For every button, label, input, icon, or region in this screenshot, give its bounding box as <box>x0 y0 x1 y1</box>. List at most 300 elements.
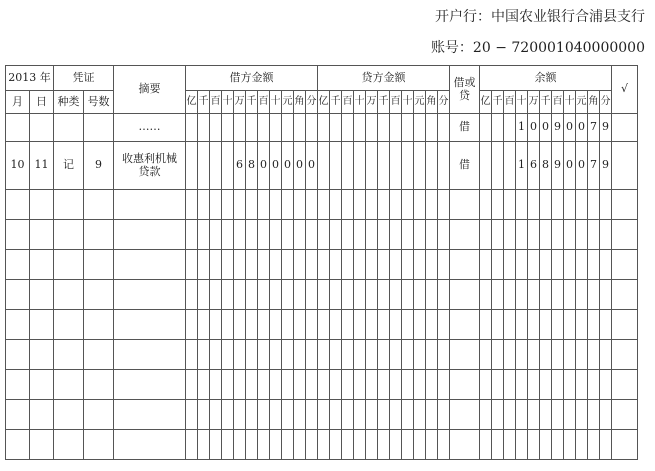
credit-digit-cell <box>390 142 402 190</box>
balance-digit-cell: 1 <box>516 142 528 190</box>
empty-cell <box>30 430 54 460</box>
empty-cell <box>402 370 414 400</box>
balance-digit-cell: 9 <box>552 142 564 190</box>
debit-digit-cell: 0 <box>306 142 318 190</box>
empty-cell <box>6 340 30 370</box>
empty-cell <box>492 310 504 340</box>
empty-cell <box>414 220 426 250</box>
empty-cell <box>6 250 30 280</box>
empty-cell <box>540 220 552 250</box>
empty-cell <box>540 400 552 430</box>
voucher-number-cell: 9 <box>84 142 114 190</box>
empty-cell <box>366 370 378 400</box>
empty-cell <box>426 280 438 310</box>
empty-cell <box>318 340 330 370</box>
empty-cell <box>564 430 576 460</box>
empty-cell <box>30 310 54 340</box>
empty-cell <box>480 250 492 280</box>
empty-cell <box>438 400 450 430</box>
table-row <box>6 280 638 310</box>
empty-cell <box>342 220 354 250</box>
empty-cell <box>294 220 306 250</box>
empty-cell <box>234 400 246 430</box>
table-row <box>6 370 638 400</box>
empty-cell <box>270 190 282 220</box>
empty-cell <box>198 400 210 430</box>
empty-cell <box>414 400 426 430</box>
empty-cell <box>492 430 504 460</box>
empty-cell <box>6 220 30 250</box>
empty-cell <box>270 340 282 370</box>
empty-cell <box>306 400 318 430</box>
voucher-type-cell: 记 <box>54 142 84 190</box>
empty-cell <box>426 220 438 250</box>
debit-unit-header: 千 <box>246 91 258 114</box>
empty-cell <box>330 220 342 250</box>
empty-cell <box>210 250 222 280</box>
empty-cell <box>414 370 426 400</box>
empty-cell <box>30 340 54 370</box>
credit-digit-cell <box>402 142 414 190</box>
credit-digit-cell <box>414 114 426 142</box>
balance-digit-cell: 9 <box>552 114 564 142</box>
empty-cell <box>270 250 282 280</box>
empty-cell <box>390 220 402 250</box>
debit-digit-cell: 6 <box>234 142 246 190</box>
balance-digit-cell <box>504 114 516 142</box>
balance-digit-cell: 0 <box>564 114 576 142</box>
empty-cell <box>222 190 234 220</box>
credit-unit-header: 角 <box>426 91 438 114</box>
day-header: 日 <box>30 91 54 114</box>
empty-cell <box>306 310 318 340</box>
empty-cell <box>576 250 588 280</box>
empty-cell <box>84 370 114 400</box>
empty-cell <box>426 430 438 460</box>
table-row <box>6 310 638 340</box>
debit-unit-header: 百 <box>258 91 270 114</box>
empty-cell <box>378 340 390 370</box>
empty-cell <box>528 220 540 250</box>
empty-cell <box>114 310 186 340</box>
empty-cell <box>198 370 210 400</box>
empty-cell <box>438 310 450 340</box>
debit-digit-cell <box>222 114 234 142</box>
empty-cell <box>540 370 552 400</box>
balance-digit-cell: 7 <box>588 142 600 190</box>
balance-digit-cell: 0 <box>576 114 588 142</box>
empty-cell <box>450 220 480 250</box>
debit-digit-cell <box>210 142 222 190</box>
empty-cell <box>414 280 426 310</box>
empty-cell <box>552 400 564 430</box>
empty-cell <box>186 190 198 220</box>
summary-header: 摘要 <box>114 66 186 114</box>
debit-digit-cell <box>198 142 210 190</box>
empty-cell <box>564 280 576 310</box>
balance-digit-cell <box>492 142 504 190</box>
empty-cell <box>54 220 84 250</box>
empty-cell <box>84 340 114 370</box>
empty-cell <box>234 280 246 310</box>
empty-cell <box>342 340 354 370</box>
credit-unit-header: 万 <box>366 91 378 114</box>
empty-cell <box>402 430 414 460</box>
summary-cell: …… <box>114 114 186 142</box>
balance-digit-cell <box>480 142 492 190</box>
empty-cell <box>600 310 612 340</box>
empty-cell <box>366 280 378 310</box>
empty-cell <box>528 310 540 340</box>
credit-digit-cell <box>378 114 390 142</box>
empty-cell <box>186 310 198 340</box>
balance-unit-header: 百 <box>552 91 564 114</box>
balance-unit-header: 百 <box>504 91 516 114</box>
empty-cell <box>270 280 282 310</box>
empty-cell <box>402 400 414 430</box>
empty-cell <box>270 370 282 400</box>
empty-cell <box>378 280 390 310</box>
empty-cell <box>402 250 414 280</box>
debit-unit-header: 万 <box>234 91 246 114</box>
credit-unit-header: 千 <box>378 91 390 114</box>
empty-cell <box>528 190 540 220</box>
empty-cell <box>186 370 198 400</box>
empty-cell <box>54 280 84 310</box>
empty-cell <box>504 190 516 220</box>
empty-cell <box>564 400 576 430</box>
empty-cell <box>186 280 198 310</box>
empty-cell <box>54 340 84 370</box>
empty-cell <box>576 220 588 250</box>
empty-cell <box>114 400 186 430</box>
empty-cell <box>378 190 390 220</box>
empty-cell <box>540 430 552 460</box>
empty-cell <box>210 310 222 340</box>
empty-cell <box>366 190 378 220</box>
debit-digit-cell <box>270 114 282 142</box>
empty-cell <box>504 430 516 460</box>
check-cell <box>612 114 638 142</box>
summary-cell: 收惠利机械贷款 <box>114 142 186 190</box>
empty-cell <box>222 400 234 430</box>
empty-cell <box>30 190 54 220</box>
empty-cell <box>504 310 516 340</box>
empty-cell <box>258 370 270 400</box>
balance-digit-cell: 7 <box>588 114 600 142</box>
empty-cell <box>186 430 198 460</box>
empty-cell <box>588 250 600 280</box>
empty-cell <box>354 430 366 460</box>
empty-cell <box>426 370 438 400</box>
empty-cell <box>342 400 354 430</box>
empty-cell <box>480 310 492 340</box>
empty-cell <box>234 220 246 250</box>
empty-cell <box>588 370 600 400</box>
empty-cell <box>450 340 480 370</box>
empty-cell <box>246 250 258 280</box>
empty-cell <box>222 430 234 460</box>
empty-cell <box>30 220 54 250</box>
credit-digit-cell <box>378 142 390 190</box>
empty-cell <box>114 220 186 250</box>
empty-cell <box>54 250 84 280</box>
empty-cell <box>318 250 330 280</box>
empty-cell <box>390 400 402 430</box>
voucher-number-header: 号数 <box>84 91 114 114</box>
table-row <box>6 114 638 142</box>
empty-cell <box>222 280 234 310</box>
empty-cell <box>576 310 588 340</box>
credit-digit-cell <box>318 142 330 190</box>
empty-cell <box>378 250 390 280</box>
empty-cell <box>318 280 330 310</box>
check-cell <box>612 142 638 190</box>
empty-cell <box>84 190 114 220</box>
empty-cell <box>282 190 294 220</box>
credit-digit-cell <box>402 114 414 142</box>
table-row <box>6 400 638 430</box>
empty-cell <box>552 220 564 250</box>
empty-cell <box>600 340 612 370</box>
debit-digit-cell <box>210 114 222 142</box>
empty-cell <box>438 430 450 460</box>
empty-cell <box>84 400 114 430</box>
credit-digit-cell <box>354 142 366 190</box>
empty-cell <box>342 430 354 460</box>
empty-cell <box>414 310 426 340</box>
voucher-header: 凭证 <box>54 66 114 91</box>
empty-cell <box>516 190 528 220</box>
empty-cell <box>528 340 540 370</box>
empty-cell <box>6 190 30 220</box>
empty-cell <box>390 310 402 340</box>
credit-unit-header: 元 <box>414 91 426 114</box>
empty-cell <box>198 280 210 310</box>
empty-cell <box>186 400 198 430</box>
empty-cell <box>318 370 330 400</box>
empty-cell <box>246 430 258 460</box>
balance-digit-cell: 0 <box>564 142 576 190</box>
empty-cell <box>390 370 402 400</box>
day-cell: 11 <box>30 142 54 190</box>
empty-cell <box>282 430 294 460</box>
empty-cell <box>600 370 612 400</box>
empty-cell <box>330 250 342 280</box>
debit-digit-cell <box>258 114 270 142</box>
year-header: 2013 年 <box>6 66 54 91</box>
empty-cell <box>588 220 600 250</box>
debit-header: 借方金额 <box>186 66 318 91</box>
empty-cell <box>426 250 438 280</box>
empty-cell <box>540 340 552 370</box>
balance-unit-header: 亿 <box>480 91 492 114</box>
empty-cell <box>492 340 504 370</box>
empty-cell <box>540 190 552 220</box>
empty-cell <box>492 250 504 280</box>
empty-cell <box>222 340 234 370</box>
empty-cell <box>492 400 504 430</box>
empty-cell <box>294 310 306 340</box>
balance-digit-cell: 0 <box>528 114 540 142</box>
table-row <box>6 220 638 250</box>
credit-digit-cell <box>438 114 450 142</box>
empty-cell <box>354 370 366 400</box>
check-header: √ <box>612 66 638 114</box>
empty-cell <box>294 430 306 460</box>
empty-cell <box>114 280 186 310</box>
empty-cell <box>354 250 366 280</box>
empty-cell <box>588 310 600 340</box>
empty-cell <box>282 250 294 280</box>
empty-cell <box>306 280 318 310</box>
debit-unit-header: 千 <box>198 91 210 114</box>
empty-cell <box>390 250 402 280</box>
balance-unit-header: 分 <box>600 91 612 114</box>
empty-cell <box>480 430 492 460</box>
empty-cell <box>234 190 246 220</box>
empty-cell <box>54 190 84 220</box>
empty-cell <box>210 280 222 310</box>
credit-digit-cell <box>438 142 450 190</box>
empty-cell <box>6 280 30 310</box>
balance-unit-header: 角 <box>588 91 600 114</box>
empty-cell <box>366 250 378 280</box>
voucher-type-header: 种类 <box>54 91 84 114</box>
empty-cell <box>516 400 528 430</box>
empty-cell <box>450 400 480 430</box>
empty-cell <box>198 220 210 250</box>
balance-digit-cell: 9 <box>600 142 612 190</box>
empty-cell <box>402 190 414 220</box>
empty-cell <box>492 280 504 310</box>
empty-cell <box>330 280 342 310</box>
debit-digit-cell: 0 <box>258 142 270 190</box>
empty-cell <box>198 250 210 280</box>
empty-cell <box>186 340 198 370</box>
empty-cell <box>270 430 282 460</box>
empty-cell <box>198 340 210 370</box>
empty-cell <box>114 340 186 370</box>
empty-cell <box>354 340 366 370</box>
empty-cell <box>576 430 588 460</box>
empty-cell <box>528 370 540 400</box>
balance-digit-cell: 6 <box>528 142 540 190</box>
empty-cell <box>354 280 366 310</box>
empty-cell <box>588 400 600 430</box>
empty-cell <box>426 310 438 340</box>
empty-cell <box>576 370 588 400</box>
empty-cell <box>480 220 492 250</box>
empty-cell <box>270 400 282 430</box>
empty-cell <box>426 400 438 430</box>
empty-cell <box>414 340 426 370</box>
empty-cell <box>198 430 210 460</box>
empty-cell <box>516 340 528 370</box>
month-header: 月 <box>6 91 30 114</box>
balance-unit-header: 千 <box>540 91 552 114</box>
voucher-number-cell <box>84 114 114 142</box>
empty-cell <box>330 430 342 460</box>
empty-cell <box>600 220 612 250</box>
empty-cell <box>6 400 30 430</box>
empty-cell <box>84 280 114 310</box>
empty-cell <box>480 280 492 310</box>
balance-digit-cell <box>480 114 492 142</box>
empty-cell <box>414 190 426 220</box>
credit-digit-cell <box>318 114 330 142</box>
balance-header: 余额 <box>480 66 612 91</box>
empty-cell <box>612 430 638 460</box>
credit-header: 贷方金额 <box>318 66 450 91</box>
empty-cell <box>282 340 294 370</box>
empty-cell <box>270 220 282 250</box>
debit-digit-cell <box>186 114 198 142</box>
empty-cell <box>306 340 318 370</box>
empty-cell <box>246 400 258 430</box>
empty-cell <box>342 370 354 400</box>
empty-cell <box>198 190 210 220</box>
empty-cell <box>330 310 342 340</box>
empty-cell <box>390 190 402 220</box>
debit-unit-header: 十 <box>270 91 282 114</box>
empty-cell <box>330 190 342 220</box>
empty-cell <box>450 190 480 220</box>
empty-cell <box>450 310 480 340</box>
empty-cell <box>366 220 378 250</box>
empty-cell <box>552 340 564 370</box>
credit-digit-cell <box>342 114 354 142</box>
empty-cell <box>294 370 306 400</box>
empty-cell <box>282 400 294 430</box>
debit-digit-cell <box>186 142 198 190</box>
empty-cell <box>282 310 294 340</box>
empty-cell <box>234 430 246 460</box>
empty-cell <box>552 280 564 310</box>
table-row <box>6 190 638 220</box>
empty-cell <box>552 430 564 460</box>
table-row <box>6 142 638 190</box>
empty-cell <box>504 340 516 370</box>
credit-digit-cell <box>426 142 438 190</box>
month-cell <box>6 114 30 142</box>
credit-digit-cell <box>330 114 342 142</box>
empty-cell <box>258 220 270 250</box>
empty-cell <box>480 340 492 370</box>
empty-cell <box>210 400 222 430</box>
empty-cell <box>210 430 222 460</box>
empty-cell <box>378 310 390 340</box>
empty-cell <box>306 370 318 400</box>
direction-cell: 借 <box>450 114 480 142</box>
empty-cell <box>600 400 612 430</box>
empty-cell <box>84 250 114 280</box>
balance-digit-cell: 0 <box>576 142 588 190</box>
empty-cell <box>588 190 600 220</box>
empty-cell <box>294 280 306 310</box>
empty-cell <box>54 370 84 400</box>
empty-cell <box>114 370 186 400</box>
empty-cell <box>528 400 540 430</box>
debit-digit-cell: 0 <box>270 142 282 190</box>
debit-digit-cell: 8 <box>246 142 258 190</box>
empty-cell <box>516 280 528 310</box>
empty-cell <box>342 190 354 220</box>
empty-cell <box>528 430 540 460</box>
empty-cell <box>222 310 234 340</box>
empty-cell <box>306 220 318 250</box>
empty-cell <box>492 190 504 220</box>
